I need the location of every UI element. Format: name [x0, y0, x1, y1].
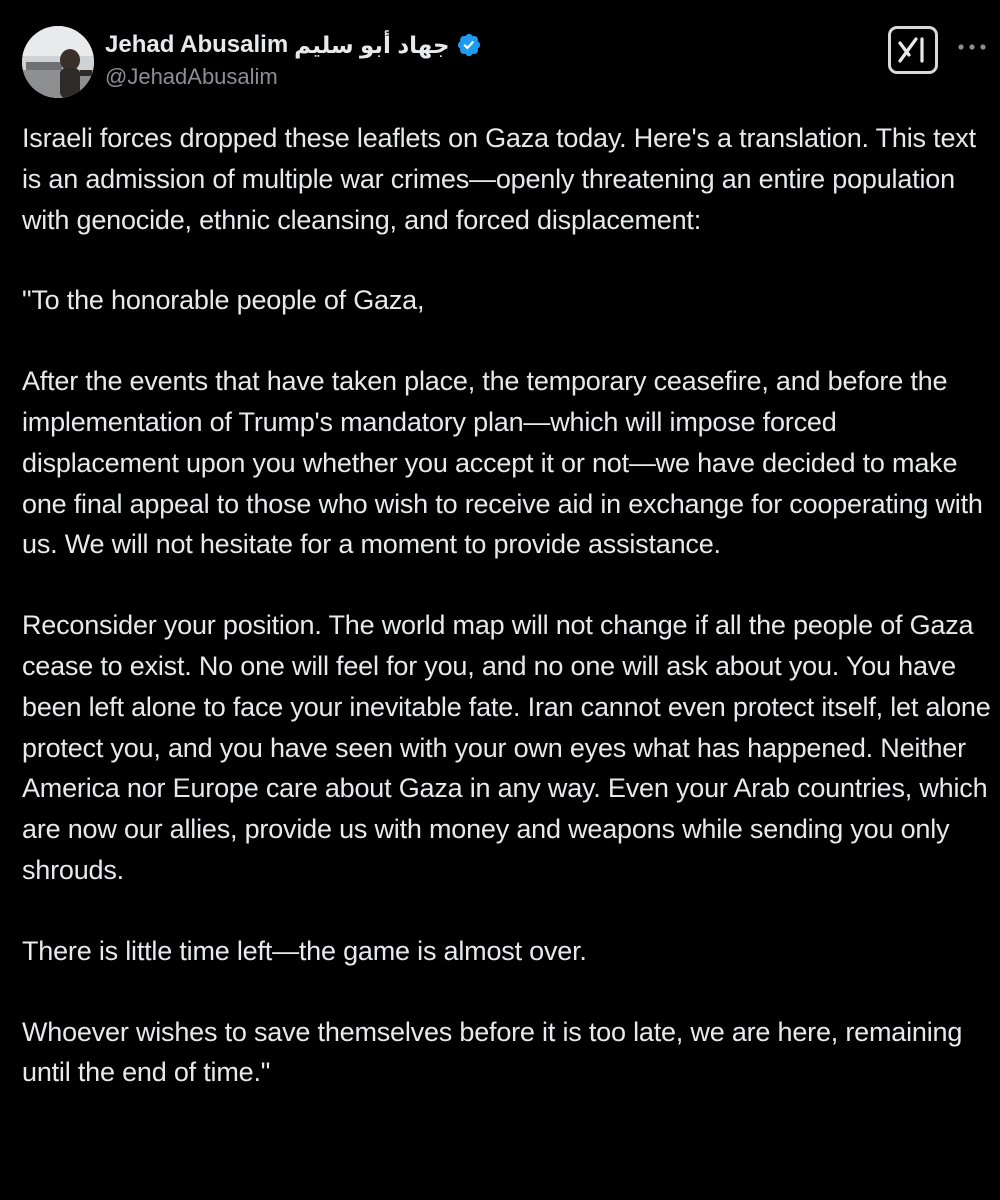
name-row — [105, 30, 482, 60]
author-handle[interactable]: @JehadAbusalim — [105, 64, 278, 89]
arabic-display-name[interactable]: جهاد أبو سليم — [294, 31, 450, 58]
post-paragraph-intro: Israeli forces dropped these leaflets on Gaza today. Here's a translation. This text is an admission of multiple war crimes—openly threatening an entire population with genocide, ethnic cleansing, and forced displacement: — [22, 123, 976, 235]
more-options-button[interactable] — [952, 32, 992, 62]
grok-button[interactable] — [888, 26, 938, 74]
post-paragraph-closing: Whoever wishes to save themselves before it is too late, we are here, remaining until the end of time." — [22, 1016, 963, 1088]
grok-icon — [896, 35, 930, 65]
post-paragraph-time: There is little time left—the game is almost over. — [22, 935, 587, 966]
post-paragraph-greeting: "To the honorable people of Gaza, — [22, 285, 425, 316]
post-paragraph-appeal: After the events that have taken place, the temporary ceasefire, and before the implementation of Trump's mandatory plan—which will impose forced displacement upon you whether you accept it or not—we have decided to make one final appeal to those who wish to receive aid in exchange for cooperating with us. We will not hesitate for a moment to provide assistance. — [22, 366, 983, 560]
author-identity — [105, 30, 482, 90]
post-text — [22, 118, 992, 1093]
verified-badge-icon[interactable] — [456, 32, 482, 58]
avatar[interactable] — [22, 26, 94, 98]
display-name[interactable]: Jehad Abusalim — [105, 31, 289, 58]
post-paragraph-reconsider: Reconsider your position. The world map will not change if all the people of Gaza cease to exist. No one will feel for you, and no one will ask about you. You have been left alone to face your inevitable fate. Iran cannot even protect itself, let alone protect you, and you have seen with your own eyes what has happened. Neither America nor Europe care about Gaza in any way. Even your Arab countries, which are now our allies, provide us with money and weapons while sending you only shrouds. — [22, 610, 991, 885]
avatar-photo — [22, 26, 94, 98]
more-options-icon — [957, 43, 987, 51]
post-header — [22, 22, 982, 102]
